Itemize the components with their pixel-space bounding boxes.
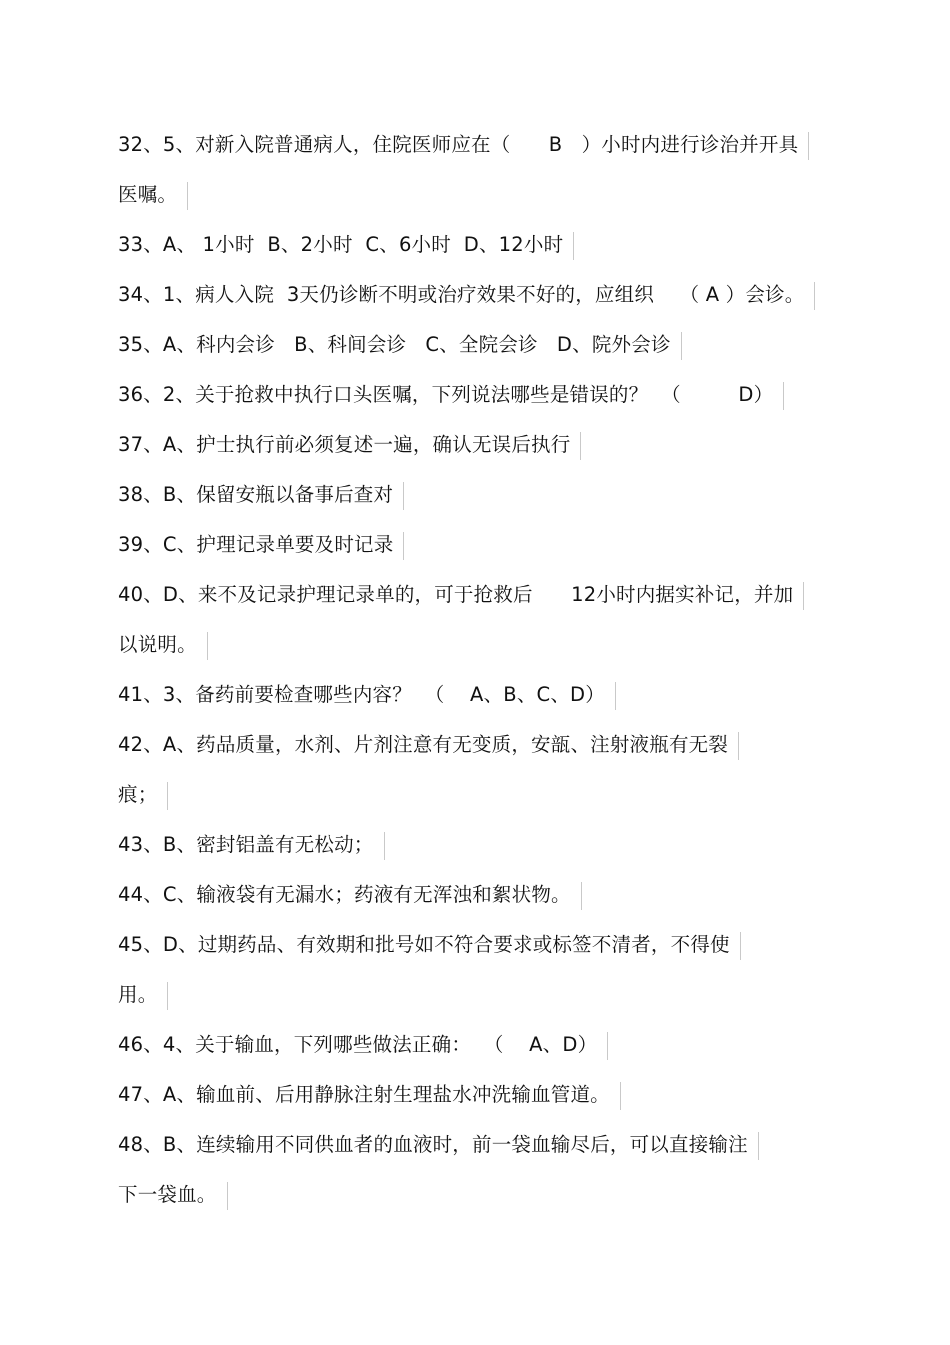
text-line-35: 35、A、科内会诊 B、科间会诊 C、全院会诊 D、院外会诊 [118, 330, 682, 360]
text-line-41: 41、3、备药前要检查哪些内容？ （ A、B、C、D） [118, 680, 616, 710]
text-line-40-cont: 以说明。 [118, 630, 208, 660]
text-line-38: 38、B、保留安瓶以备事后查对 [118, 480, 404, 510]
text-line-44: 44、C、输液袋有无漏水；药液有无浑浊和絮状物。 [118, 880, 582, 910]
text-line-42: 42、A、药品质量，水剂、片剂注意有无变质，安瓿、注射液瓶有无裂 [118, 730, 739, 760]
text-line-33: 33、A、 1小时 B、2小时 C、6小时 D、12小时 [118, 230, 574, 260]
text-line-43: 43、B、密封铝盖有无松动； [118, 830, 385, 860]
text-line-32: 32、5、对新入院普通病人，住院医师应在（ B ）小时内进行诊治并开具 [118, 130, 809, 160]
text-line-48-cont: 下一袋血。 [118, 1180, 228, 1210]
text-line-36: 36、2、关于抢救中执行口头医嘱，下列说法哪些是错误的？ （ D） [118, 380, 784, 410]
text-line-32-cont: 医嘱。 [118, 180, 188, 210]
text-line-42-cont: 痕； [118, 780, 168, 810]
text-line-34: 34、1、病人入院 3天仍诊断不明或治疗效果不好的，应组织 （ A ）会诊。 [118, 280, 815, 310]
text-line-37: 37、A、护士执行前必须复述一遍，确认无误后执行 [118, 430, 581, 460]
text-line-45-cont: 用。 [118, 980, 168, 1010]
text-line-40: 40、D、来不及记录护理记录单的，可于抢救后 12小时内据实补记，并加 [118, 580, 804, 610]
text-line-45: 45、D、过期药品、有效期和批号如不符合要求或标签不清者，不得使 [118, 930, 741, 960]
text-line-47: 47、A、输血前、后用静脉注射生理盐水冲洗输血管道。 [118, 1080, 621, 1110]
text-line-39: 39、C、护理记录单要及时记录 [118, 530, 404, 560]
text-line-48: 48、B、连续输用不同供血者的血液时，前一袋血输尽后，可以直接输注 [118, 1130, 759, 1160]
text-line-46: 46、4、关于输血，下列哪些做法正确： （ A、D） [118, 1030, 608, 1060]
